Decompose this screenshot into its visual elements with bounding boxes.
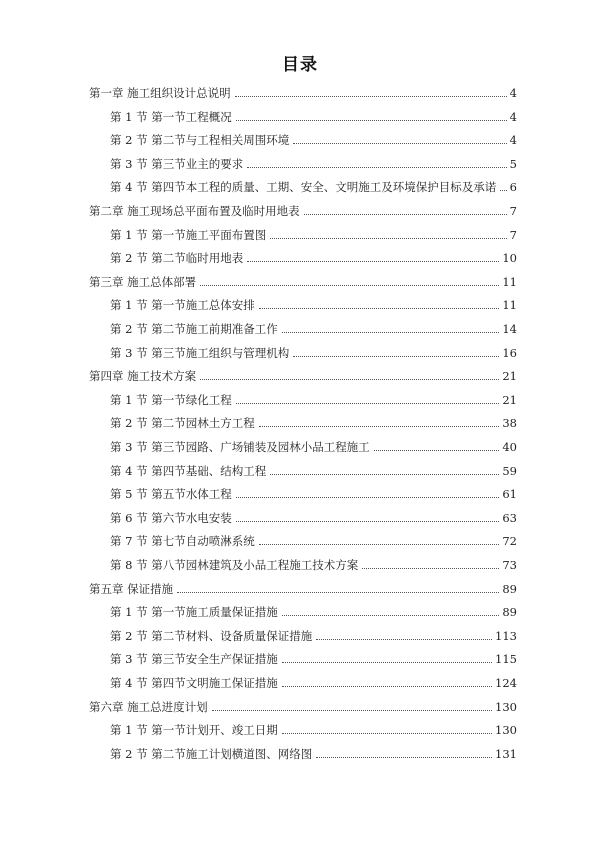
toc-chapter-entry[interactable]	[89, 696, 517, 714]
toc-entry-label: 第五章 保证措施	[89, 581, 174, 596]
toc-entry-label: 第 1 节 第一节工程概况	[110, 109, 232, 124]
toc-entry-page-number: 11	[502, 274, 517, 289]
toc-section-entry[interactable]	[110, 153, 517, 171]
dot-leader	[212, 710, 492, 711]
toc-section-entry[interactable]	[110, 436, 517, 454]
toc-entry-label: 第 2 节 第二节材料、设备质量保证措施	[110, 628, 313, 643]
toc-entry-page-number: 113	[495, 628, 517, 643]
toc-entry-label: 第 1 节 第一节施工质量保证措施	[110, 605, 278, 620]
dot-leader	[293, 143, 506, 144]
toc-section-entry[interactable]	[110, 530, 517, 548]
toc-entry-label: 第 2 节 第二节临时用地表	[110, 251, 244, 266]
toc-chapter-entry[interactable]	[89, 578, 517, 596]
toc-entry-label: 第 4 节 第四节文明施工保证措施	[110, 676, 278, 690]
toc-entry-label: 第 5 节 第五节水体工程	[110, 487, 232, 502]
toc-section-entry[interactable]	[110, 412, 517, 430]
toc-entry-page-number: 14	[502, 322, 517, 336]
dot-leader	[282, 686, 492, 687]
toc-entry-label: 第二章 施工现场总平面布置及临时用地表	[89, 204, 300, 218]
toc-entry-page-number: 59	[502, 463, 517, 478]
toc-entry-label: 第 1 节 第一节绿化工程	[110, 392, 232, 407]
toc-entry-page-number: 7	[509, 227, 517, 242]
toc-entry-label: 第四章 施工技术方案	[89, 369, 197, 384]
dot-leader	[247, 261, 499, 262]
dot-leader	[236, 120, 507, 121]
toc-entry-label: 第 4 节 第四节本工程的质量、工期、安全、文明施工及环境保护目标及承诺	[110, 180, 497, 195]
toc-section-entry[interactable]	[110, 342, 517, 360]
toc-section-entry[interactable]	[110, 224, 517, 242]
toc-entry-page-number: 4	[509, 133, 517, 148]
toc-section-entry[interactable]	[110, 507, 517, 525]
dot-leader	[200, 285, 499, 286]
dot-leader	[259, 426, 500, 427]
toc-entry-page-number: 89	[502, 605, 517, 620]
toc-section-entry[interactable]	[110, 247, 517, 265]
toc-chapter-entry[interactable]	[89, 82, 517, 100]
toc-entry-label: 第 1 节 第一节施工总体安排	[110, 298, 255, 313]
toc-section-entry[interactable]	[110, 648, 517, 666]
dot-leader	[282, 662, 492, 663]
toc-entry-page-number: 130	[495, 699, 517, 714]
toc-entry-label: 第 3 节 第三节安全生产保证措施	[110, 652, 278, 667]
toc-entry-page-number: 130	[495, 723, 517, 738]
toc-entry-page-number: 7	[509, 204, 517, 218]
toc-entry-label: 第 3 节 第三节施工组织与管理机构	[110, 345, 290, 360]
toc-entry-page-number: 21	[502, 392, 517, 407]
dot-leader	[316, 757, 492, 758]
toc-entry-label: 第 2 节 第二节与工程相关周围环境	[110, 133, 290, 148]
dot-leader	[270, 474, 499, 475]
page-title: 目录	[282, 55, 318, 75]
dot-leader	[282, 615, 500, 616]
toc-entry-label: 第 8 节 第八节园林建筑及小品工程施工技术方案	[110, 558, 359, 572]
dot-leader	[304, 214, 507, 215]
toc-entry-label: 第一章 施工组织设计总说明	[89, 86, 231, 100]
toc-section-entry[interactable]	[110, 672, 517, 690]
toc-section-entry[interactable]	[110, 483, 517, 501]
toc-entry-page-number: 21	[502, 369, 517, 384]
toc-entry-page-number: 63	[502, 510, 517, 525]
toc-entry-page-number: 40	[502, 440, 517, 454]
toc-entry-label: 第 2 节 第二节园林土方工程	[110, 416, 255, 431]
dot-leader	[236, 521, 500, 522]
toc-entry-page-number: 115	[495, 652, 517, 667]
toc-entry-page-number: 89	[502, 581, 517, 596]
dot-leader	[259, 544, 500, 545]
toc-entry-page-number: 4	[509, 109, 517, 124]
toc-entry-label: 第 7 节 第七节自动喷淋系统	[110, 534, 255, 549]
toc-section-entry[interactable]	[110, 294, 517, 312]
toc-entry-label: 第 2 节 第二节施工计划横道图、网络图	[110, 746, 313, 761]
toc-chapter-entry[interactable]	[89, 200, 517, 218]
toc-entry-label: 第 6 节 第六节水电安装	[110, 510, 232, 525]
dot-leader	[235, 96, 507, 97]
toc-entry-page-number: 73	[502, 558, 517, 572]
toc-entry-label: 第六章 施工总进度计划	[89, 699, 208, 714]
toc-entry-label: 第三章 施工总体部署	[89, 274, 197, 289]
dot-leader	[270, 238, 506, 239]
dot-leader	[500, 190, 506, 191]
toc-entry-page-number: 124	[495, 676, 517, 690]
toc-section-entry[interactable]	[110, 318, 517, 336]
dot-leader	[259, 308, 500, 309]
toc-section-entry[interactable]	[110, 554, 517, 572]
toc-entry-page-number: 131	[495, 746, 517, 761]
toc-entry-page-number: 38	[502, 416, 517, 431]
dot-leader	[293, 356, 499, 357]
toc-entry-page-number: 6	[509, 180, 517, 195]
dot-leader	[236, 497, 500, 498]
toc-entry-page-number: 5	[509, 156, 517, 171]
toc-entry-label: 第 1 节 第一节施工平面布置图	[110, 227, 267, 242]
toc-chapter-entry[interactable]	[89, 365, 517, 383]
toc-section-entry[interactable]	[110, 743, 517, 761]
dot-leader	[247, 167, 506, 168]
dot-leader	[200, 379, 499, 380]
toc-section-entry[interactable]	[110, 106, 517, 124]
dot-leader	[236, 403, 500, 404]
toc-section-entry[interactable]	[110, 460, 517, 478]
toc-section-entry[interactable]	[110, 719, 517, 737]
toc-section-entry[interactable]	[110, 625, 517, 643]
toc-chapter-entry[interactable]	[89, 271, 517, 289]
toc-entry-label: 第 1 节 第一节计划开、竣工日期	[110, 723, 278, 738]
toc-section-entry[interactable]	[110, 129, 517, 147]
toc-entry-page-number: 61	[502, 487, 517, 502]
dot-leader	[282, 332, 500, 333]
toc-section-entry[interactable]	[110, 176, 517, 194]
toc-entry-page-number: 4	[509, 86, 517, 100]
toc-entry-page-number: 16	[502, 345, 517, 360]
toc-entry-page-number: 72	[502, 534, 517, 549]
toc-entry-label: 第 3 节 第三节业主的要求	[110, 156, 244, 171]
toc-section-entry[interactable]	[110, 601, 517, 619]
toc-entry-page-number: 10	[502, 251, 517, 266]
toc-entry-label: 第 4 节 第四节基础、结构工程	[110, 463, 267, 478]
dot-leader	[282, 733, 492, 734]
dot-leader	[362, 568, 499, 569]
dot-leader	[374, 450, 500, 451]
toc-entry-page-number: 11	[502, 298, 517, 313]
dot-leader	[177, 592, 499, 593]
dot-leader	[316, 639, 492, 640]
toc-entry-label: 第 2 节 第二节施工前期准备工作	[110, 322, 278, 336]
toc-section-entry[interactable]	[110, 389, 517, 407]
toc-entry-label: 第 3 节 第三节园路、广场铺装及园林小品工程施工	[110, 440, 370, 454]
